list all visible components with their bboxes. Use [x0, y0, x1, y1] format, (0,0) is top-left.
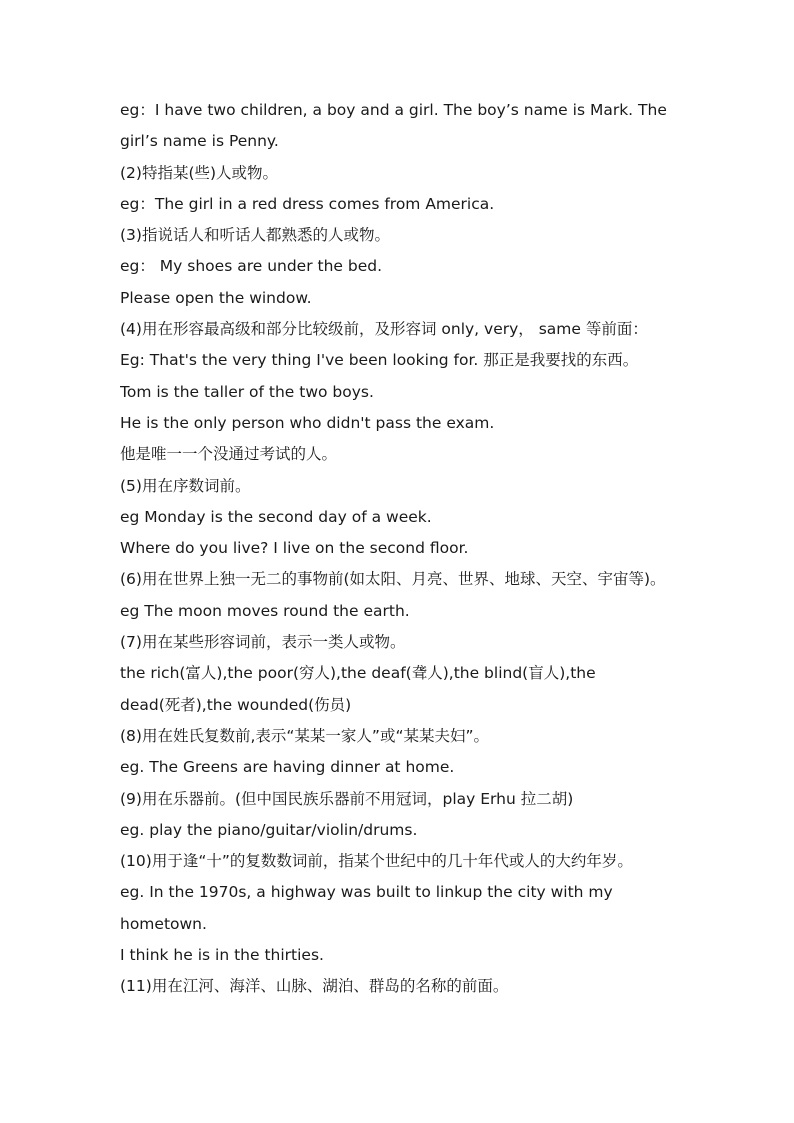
text-line: (5)用在序数词前。 — [120, 476, 251, 495]
text-line: (6)用在世界上独一无二的事物前(如太阳、月亮、世界、地球、天空、宇宙等)。 — [120, 570, 666, 589]
text-line: He is the only person who didn't pass the exam. — [120, 413, 495, 432]
text-line: the rich(富人),the poor(穷人),the deaf(聋人),the blind(盲人),the — [120, 664, 596, 683]
text-line: (7)用在某些形容词前，表示一类人或物。 — [120, 633, 406, 652]
text-line: eg. play the piano/guitar/violin/drums. — [120, 820, 418, 839]
text-line: girl’s name is Penny. — [120, 132, 279, 151]
text-line: (4)用在形容最高级和部分比较级前，及形容词 only, very， same 等前面： — [120, 320, 648, 339]
text-line: (10)用于逢“十”的复数数词前，指某个世纪中的几十年代或人的大约年岁。 — [120, 852, 633, 871]
text-line: I think he is in the thirties. — [120, 946, 324, 965]
text-line: (3)指说话人和听话人都熟悉的人或物。 — [120, 226, 390, 245]
text-line: eg Monday is the second day of a week. — [120, 507, 432, 526]
text-line: eg. The Greens are having dinner at home. — [120, 758, 455, 777]
text-line: Where do you live? I live on the second floor. — [120, 539, 469, 558]
text-line: Eg: That's the very thing I've been looking for. 那正是我要找的东西。 — [120, 351, 639, 370]
text-line: eg： My shoes are under the bed. — [120, 257, 383, 276]
text-line: eg The moon moves round the earth. — [120, 601, 410, 620]
document-body — [120, 95, 690, 1003]
text-line: (9)用在乐器前。(但中国民族乐器前不用冠词，play Erhu 拉二胡) — [120, 789, 574, 808]
text-line: 他是唯一一个没通过考试的人。 — [120, 445, 338, 464]
text-line: dead(死者),the wounded(伤员) — [120, 695, 352, 714]
text-line: hometown. — [120, 914, 207, 933]
text-line: eg：The girl in a red dress comes from America. — [120, 194, 495, 213]
text-line: (11)用在江河、海洋、山脉、湖泊、群岛的名称的前面。 — [120, 977, 509, 996]
text-line: (8)用在姓氏复数前,表示“某某一家人”或“某某夫妇”。 — [120, 726, 490, 745]
text-line: eg：I have two children, a boy and a girl. The boy’s name is Mark. The — [120, 101, 667, 119]
text-line: eg. In the 1970s, a highway was built to linkup the city with my — [120, 883, 613, 902]
text-line: Please open the window. — [120, 288, 312, 307]
text-line: (2)特指某(些)人或物。 — [120, 163, 279, 182]
text-line: Tom is the taller of the two boys. — [120, 382, 374, 401]
